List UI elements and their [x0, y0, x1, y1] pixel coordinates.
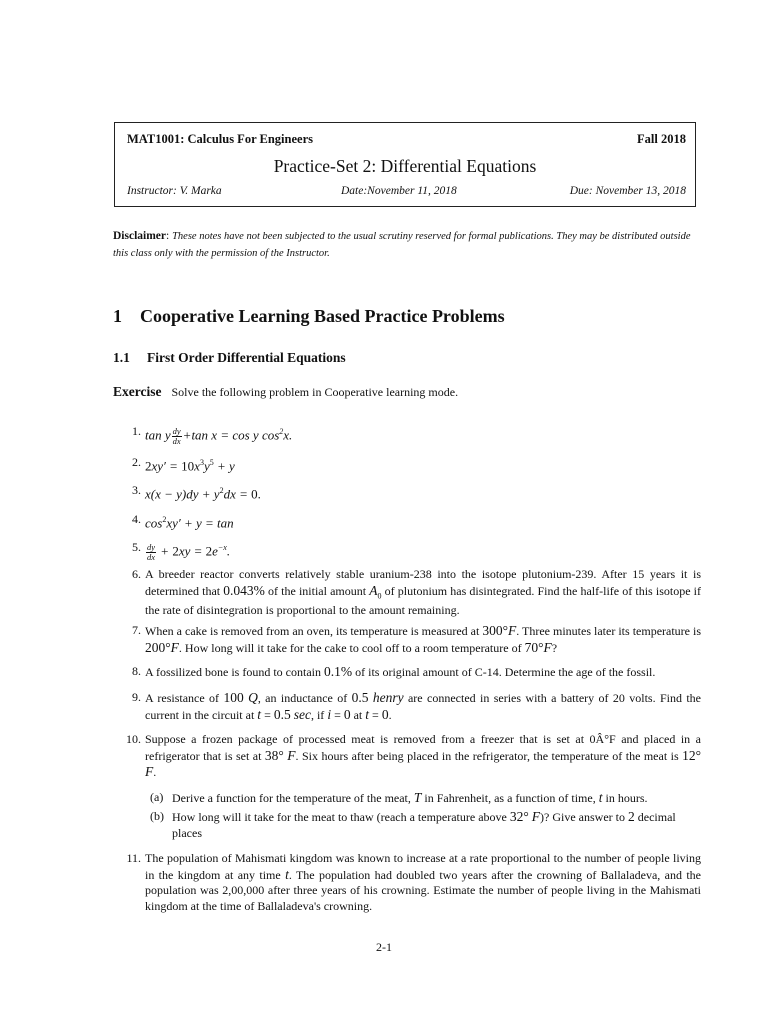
page-number: 2-1 [376, 940, 392, 954]
problem-number: 10. [126, 732, 141, 746]
term: Fall 2018 [637, 132, 686, 146]
problem-equation: tan y $\frac{dy}{dx}$ +tan x = cos y $\cos^2x$. [145, 425, 293, 446]
header-box [114, 122, 696, 207]
subsection-heading [113, 350, 346, 366]
section-title: Cooperative Learning Based Practice Problems [140, 306, 505, 326]
exercise-text: Solve the following problem in Cooperative learning mode. [171, 385, 459, 399]
problem-number: 5. [132, 540, 141, 554]
exercise-label: Exercise [113, 384, 162, 399]
problem-equation: $2xy' = 10x^3y^5 + y$ [145, 458, 235, 474]
problem-equation: $x(x - y)dy + y^2dx = 0$. [145, 486, 261, 502]
problem-text: When a cake is removed from an oven, its temperature is measured at 300°F. Three minutes later its temperature is 200°F. How long will it take for the cake to cool off to a room temperature of 70°F? [145, 623, 702, 655]
sub-item-label: (a) [150, 790, 164, 804]
problem-text: The population of Mahismati kingdom was known to increase at a rate proportional to the number of people living in the kingdom at any time t. The population had doubled two years after the crowning of Ballaladeva, and the population was 2,00,000 after three years of his crowning. Estimate the number of people living in the Mahismati kingdom at the time of Ballaladeva's crowning. [145, 851, 701, 913]
section-heading [113, 306, 505, 327]
problem-number: 3. [132, 483, 141, 497]
problem-number: 8. [132, 664, 141, 678]
problem-equation: $\cos^2xy' + y = \tan$ [145, 515, 234, 531]
instructor: Instructor: V. Marka [127, 185, 222, 197]
exercise-intro [113, 384, 458, 400]
problem-number: 1. [132, 424, 141, 438]
sub-item-label: (b) [150, 809, 164, 823]
subsection-title: First Order Differential Equations [147, 350, 346, 365]
document-title: Practice-Set 2: Differential Equations [273, 156, 537, 176]
sub-item-text: How long will it take for the meat to thaw (reach a temperature above 32° F)? Give answer to 2 decimal places [172, 809, 676, 840]
problem-text: Suppose a frozen package of processed meat is removed from a freezer that is set at 0Â°F and placed in a refrigerator that is set at 38° F. Six hours after being placed in the refrigerator, the temperature of the meat is 12° F. [145, 732, 701, 779]
course-name: MAT1001: Calculus For Engineers [127, 132, 313, 146]
problem-number: 2. [132, 455, 141, 469]
sub-item-text: Derive a function for the temperature of the meat, T in Fahrenheit, as a function of time, t in hours. [172, 790, 648, 805]
subsection-number: 1.1 [113, 350, 130, 365]
problem-number: 4. [132, 512, 141, 526]
problem-text: A breeder reactor converts relatively stable uranium-238 into the isotope plutonium-239. After 15 years it is determined that 0.043% of the initial amount $A_0$ of plutonium has disintegrated. Find the half-life of this isotope if the rate of disintegration is proportional to the amount remaining. [145, 567, 701, 618]
due-date: Due: November 13, 2018 [569, 185, 686, 197]
problem-equation: $\frac{dy}{dx}$ + $2xy = 2e^{-x}$. [147, 541, 231, 562]
disclaimer-text: These notes have not been subjected to the usual scrutiny reserved for formal publications. They may be distributed outside this class only with the permission of the Instructor. [113, 231, 691, 259]
problem-text: A resistance of 100 Q, an inductance of 0.5 henry are connected in series with a battery of 20 volts. Find the current in the circuit at t = 0.5 sec, if i = 0 at t = 0. [145, 690, 702, 722]
disclaimer: Disclaimer: These notes have not been subjected to the usual scrutiny reserved for formal publications. They may be distributed outside this class only with the permission of the Instructor. [113, 230, 691, 259]
problem-number: 6. [132, 567, 141, 581]
problem-number: 9. [132, 690, 141, 704]
problem-text: A fossilized bone is found to contain 0.1% of its original amount of C-14. Determine the age of the fossil. [145, 664, 656, 679]
section-number: 1 [113, 306, 122, 326]
problem-number: 7. [132, 623, 141, 637]
disclaimer-label: Disclaimer [113, 230, 167, 242]
date: Date:November 11, 2018 [341, 185, 457, 197]
problem-number: 11. [126, 851, 141, 865]
